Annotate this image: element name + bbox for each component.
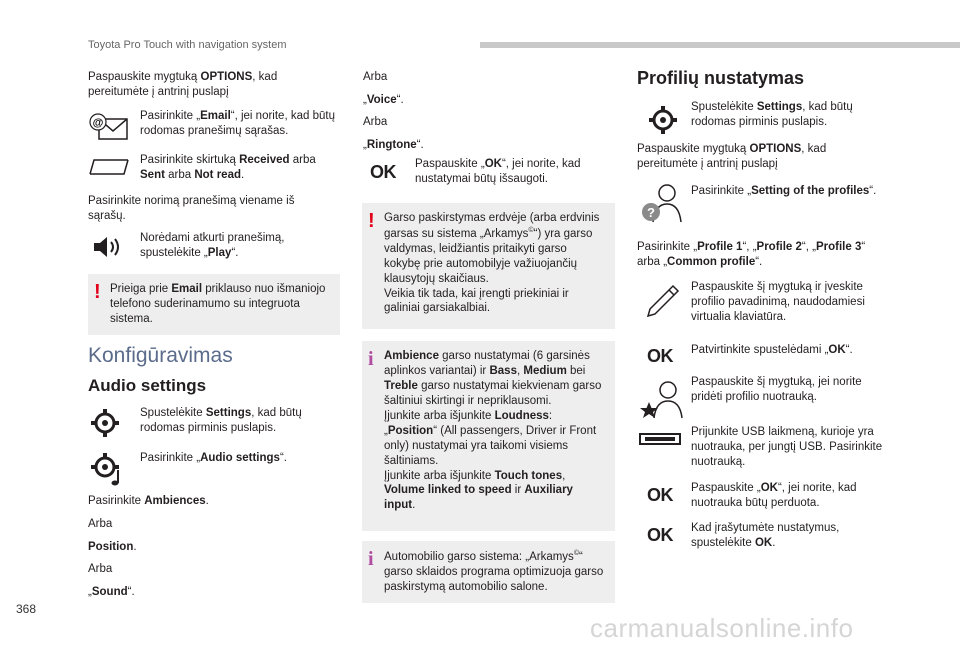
voice-line: „Voice“. [363,94,404,106]
ambience-note: i Ambience garso nustatymai (6 garsinės aplinkos variantai) ir Bass, Medium bei Treble garso nustatymai kiekvienam garso šaltiniui skirtingi ir nepriklausomi. Įjunkite arba išjunkite Loudness: „Position“ (All passengers, Driver ir Front only) nustatymai yra taikomi visiems šaltiniams. Įjunkite arba išjunkite Touch tones, Volume linked to speed ir Auxiliary input. [362,341,615,531]
ok-icon: OK [370,162,396,182]
speaker-icon [92,234,126,260]
audio-instruction: Pasirinkite „Audio settings“. [140,452,287,464]
profile-star-icon [640,380,688,420]
svg-text:?: ? [647,205,655,220]
gear-icon [648,105,678,135]
ok-confirm-instruction: Patvirtinkite spustelėdami „OK“. [691,344,853,356]
or-text: Arba [363,71,388,83]
gear-music-icon [90,452,126,486]
settings-instruction: Spustelėkite Settings, kad būtų rodomas pirminis puslapis. [691,101,853,128]
or-text: Arba [363,116,388,128]
warning-icon: ! [94,281,101,303]
usb-instruction: Prijunkite USB laikmeną, kurioje yra nuotrauka, per jungtį USB. Pasirinkite nuotrauką. [691,426,883,468]
email-icon [89,112,129,144]
profiles-setting-instruction: Pasirinkite „Setting of the profiles“. [691,185,877,197]
pencil-instruction: Paspauskite šį mygtuką ir įveskite profilio pavadinimą, naudodamiesi virtualia klaviatūra. [691,281,865,323]
options-paragraph: Paspauskite mygtuką OPTIONS, kad pereitumėte į antrinį puslapį [88,71,278,98]
select-profile-paragraph: Pasirinkite „Profile 1“, „Profile 2“, „Profile 3“ arba „Common profile“. [637,241,866,268]
tab-instruction: Pasirinkite skirtuką Received arba Sent arba Not read. [140,154,316,181]
pencil-icon [646,284,680,318]
warning-icon: ! [368,210,375,232]
usb-stick-icon [638,432,682,446]
spatial-sound-note: ! Garso paskirstymas erdvėje (arba erdvinis garsas su sistema „Arkamys©“) yra garso valdymas, leidžiantis pritaikyti garso kokybę prie automobilyje važiuojančių klausytojų skaičiaus. Veikia tik tada, kai įrengti priekiniai ir galiniai garsiakalbiai. [362,203,615,329]
info-icon: i [368,548,374,570]
ambiences-line: Pasirinkite Ambiences. [88,495,209,507]
profiles-title: Profilių nustatymas [637,68,805,88]
select-message-paragraph: Pasirinkite norimą pranešimą viename iš sąrašų. [88,195,295,222]
header-title: Toyota Pro Touch with navigation system [88,39,287,51]
ok-icon: OK [647,346,673,366]
tab-icon [88,158,130,176]
profile-question-icon [641,182,689,224]
options-paragraph: Paspauskite mygtuką OPTIONS, kad pereitumėte į antrinį puslapį [637,143,827,170]
ok-icon: OK [647,525,673,545]
header-rule [480,42,960,48]
ringtone-line: „Ringtone“. [363,139,424,151]
info-icon: i [368,348,374,370]
or-text: Arba [88,563,113,575]
sound-line: „Sound“. [88,586,135,598]
ok-transfer-instruction: Paspauskite „OK“, jei norite, kad nuotrauka būtų perduota. [691,482,857,509]
arkamys-note: i Automobilio garso sistema: „Arkamys©“ garso sklaidos programa optimizuoja garso paskirstymą automobilio salone. [362,541,615,603]
ok-save-instruction: Paspauskite „OK“, jei norite, kad nustatymai būtų išsaugoti. [415,158,581,185]
ok-save-settings-instruction: Kad įrašytumėte nustatymus, spustelėkite OK. [691,522,840,549]
audio-settings-title: Audio settings [88,376,207,395]
play-instruction: Norėdami atkurti pranešimą, spustelėkite „Play“. [140,232,285,259]
gear-icon [90,408,120,438]
or-text: Arba [88,518,113,530]
svg-text:@: @ [92,117,104,129]
page-number: 368 [16,602,37,616]
ok-icon: OK [647,485,673,505]
email-note: ! Prieiga prie Email priklauso nuo išmaniojo telefono suderinamumo su integruota sistema. [88,274,340,335]
email-instruction: Pasirinkite „Email“, jei norite, kad būtų rodomas pranešimų sąrašas. [140,110,335,137]
watermark: carmanualsonline.info [590,613,854,643]
position-line: Position. [88,541,137,553]
settings-instruction: Spustelėkite Settings, kad būtų rodomas pirminis puslapis. [140,407,302,434]
photo-instruction: Paspauskite šį mygtuką, jei norite pridėti profilio nuotrauką. [691,376,862,403]
section-title: Konfigūravimas [88,344,233,367]
